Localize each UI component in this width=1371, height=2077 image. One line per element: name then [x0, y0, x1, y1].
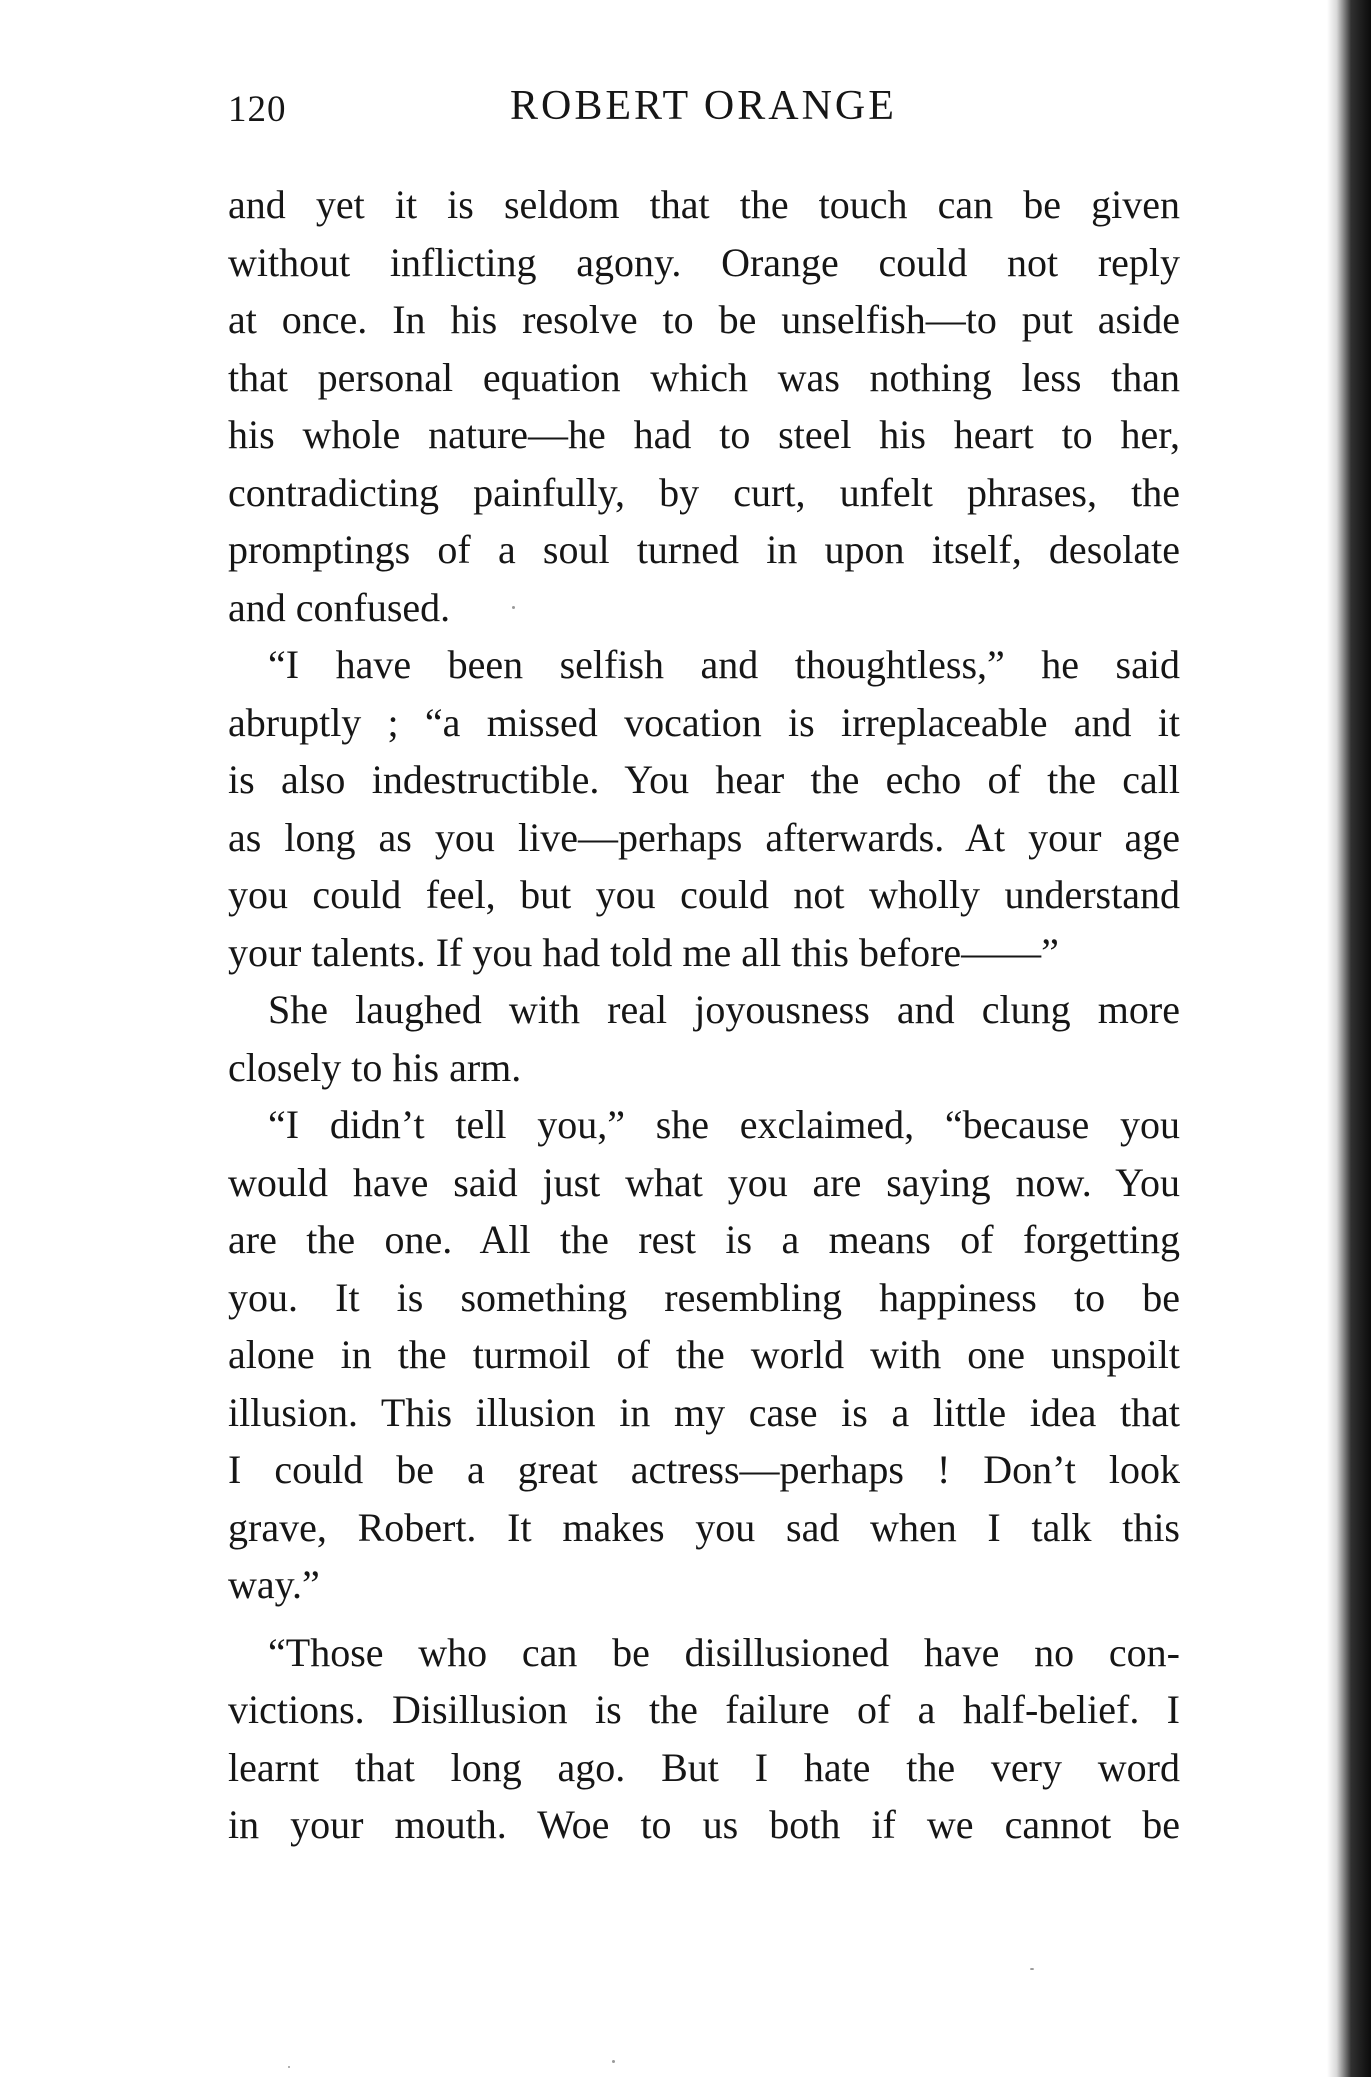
text-line: I could be a great actress—perhaps ! Don’t look — [228, 1447, 1180, 1492]
text-line: are the one. All the rest is a means of forgetting — [228, 1217, 1180, 1262]
text-line: She laughed with real joyousness and clung more — [268, 987, 1180, 1032]
text-line: his whole nature—he had to steel his heart to her, — [228, 412, 1180, 457]
paper-speck — [512, 606, 515, 609]
paragraph — [228, 981, 1180, 1096]
text-line: your talents. If you had told me all this before——” — [228, 929, 1059, 975]
paper-speck — [1030, 1968, 1034, 1970]
running-head — [228, 82, 1180, 142]
text-line: without inflicting agony. Orange could not reply — [228, 239, 1180, 285]
text-line: learnt that long ago. But I hate the very word — [228, 1744, 1180, 1790]
text-line: grave, Robert. It makes you sad when I talk this — [228, 1504, 1180, 1550]
paper-speck — [612, 2060, 615, 2063]
text-line: “Those who can be disillusioned have no con- — [268, 1629, 1180, 1675]
text-line: closely to his arm. — [228, 1044, 522, 1090]
text-line: is also indestructible. You hear the echo of the call — [228, 757, 1180, 802]
text-line: and confused. — [228, 584, 451, 630]
paper-speck — [288, 2066, 290, 2068]
paragraph — [228, 636, 1180, 981]
text-line: abruptly ; “a missed vocation is irreplaceable and it — [228, 699, 1180, 745]
body-text — [228, 176, 1180, 1854]
text-line: in your mouth. Woe to us both if we cannot be — [228, 1802, 1180, 1847]
text-line: at once. In his resolve to be unselfish—to put aside — [228, 297, 1180, 342]
text-line: you could feel, but you could not wholly understand — [228, 872, 1180, 917]
text-line: way.” — [228, 1562, 320, 1607]
text-line: you. It is something resembling happiness to be — [228, 1274, 1180, 1320]
text-line: promptings of a soul turned in upon itself, desolate — [228, 527, 1180, 572]
page-number: 120 — [228, 89, 287, 130]
text-line: that personal equation which was nothing less than — [228, 354, 1180, 400]
text-line: “I didn’t tell you,” she exclaimed, “because you — [268, 1102, 1180, 1147]
text-line: would have said just what you are saying now. You — [228, 1159, 1180, 1205]
paragraph — [228, 1624, 1180, 1854]
text-line: illusion. This illusion in my case is a little idea that — [228, 1389, 1180, 1435]
text-line: victions. Disillusion is the failure of a half-belief. I — [228, 1687, 1180, 1732]
paragraph — [228, 176, 1180, 636]
text-line: alone in the turmoil of the world with one unspoilt — [228, 1332, 1180, 1377]
header-title: ROBERT ORANGE — [510, 83, 897, 129]
text-line: contradicting painfully, by curt, unfelt phrases, the — [228, 469, 1180, 515]
page-edge-shadow — [1327, 0, 1371, 2077]
text-line: “I have been selfish and thoughtless,” he said — [268, 642, 1180, 687]
paragraph — [228, 1096, 1180, 1614]
text-line: and yet it is seldom that the touch can be given — [228, 182, 1180, 227]
text-line: as long as you live—perhaps afterwards. At your age — [228, 814, 1180, 860]
